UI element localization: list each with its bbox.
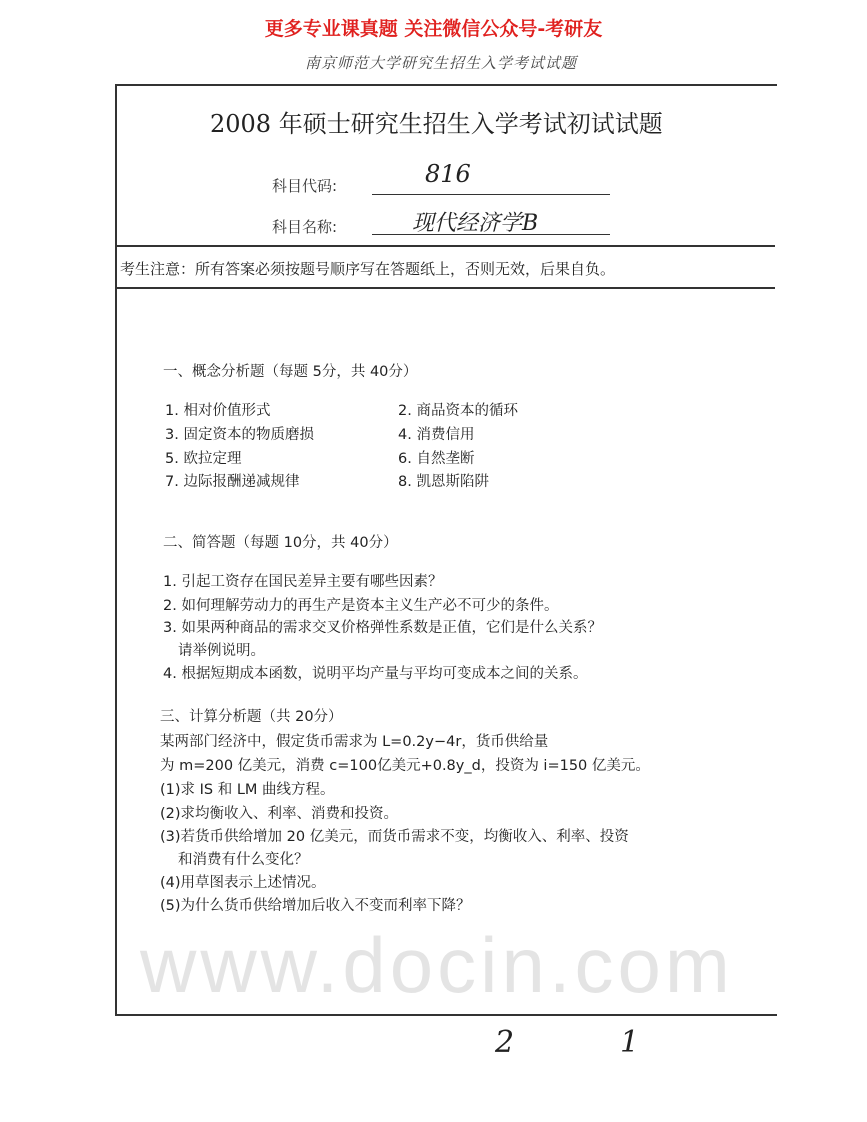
- subject-name-label: 科目名称:: [272, 218, 338, 236]
- promo-banner: 更多专业课真题 关注微信公众号-考研友: [264, 18, 603, 40]
- page-mark: 2: [495, 1025, 515, 1060]
- concept-item: 4. 消费信用: [398, 427, 475, 443]
- short-answer-item: 2. 如何理解劳动力的再生产是资本主义生产必不可少的条件。: [163, 598, 559, 614]
- page-mark: 1: [620, 1025, 640, 1060]
- exam-title: 2008 年硕士研究生招生入学考试初试试题: [210, 110, 663, 138]
- calc-line: (3)若货币供给增加 20 亿美元，而货币需求不变，均衡收入、利率、投资: [160, 829, 629, 845]
- short-answer-item: 3. 如果两种商品的需求交叉价格弹性系数是正值，它们是什么关系？: [163, 620, 602, 636]
- notice: 考生注意：所有答案必须按题号顺序写在答题纸上，否则无效，后果自负。: [120, 260, 616, 278]
- divider: [115, 245, 775, 247]
- subject-name-underline: [372, 234, 610, 235]
- subject-name: 现代经济学B: [412, 211, 539, 236]
- subject-code: 816: [425, 160, 471, 188]
- calc-line: 某两部门经济中，假定货币需求为 L=0.2y−4r，货币供给量: [160, 734, 549, 750]
- concept-item: 8. 凯恩斯陷阱: [398, 474, 489, 490]
- concept-item: 7. 边际报酬递减规律: [165, 474, 300, 490]
- section1-heading: 一、概念分析题（每题 5分，共 40分）: [163, 364, 418, 380]
- section2-heading: 二、简答题（每题 10分，共 40分）: [163, 535, 398, 551]
- calc-line: (5)为什么货币供给增加后收入不变而利率下降？: [160, 898, 471, 914]
- concept-item: 2. 商品资本的循环: [398, 403, 518, 419]
- divider: [115, 287, 775, 289]
- concept-item: 6. 自然垄断: [398, 451, 475, 467]
- school-header: 南京师范大学研究生招生入学考试试题: [305, 54, 578, 72]
- short-answer-item: 1. 引起工资存在国民差异主要有哪些因素？: [163, 574, 443, 590]
- calc-line: (4)用草图表示上述情况。: [160, 875, 326, 891]
- short-answer-item: 4. 根据短期成本函数，说明平均产量与平均可变成本之间的关系。: [163, 666, 588, 682]
- subject-code-label: 科目代码:: [272, 177, 338, 195]
- concept-item: 1. 相对价值形式: [165, 403, 271, 419]
- calc-line: (1)求 IS 和 LM 曲线方程。: [160, 782, 335, 798]
- short-answer-item: 请举例说明。: [178, 643, 265, 659]
- concept-item: 5. 欧拉定理: [165, 451, 242, 467]
- calc-line: (2)求均衡收入、利率、消费和投资。: [160, 806, 399, 822]
- subject-code-underline: [372, 194, 610, 195]
- watermark: www.docin.com: [140, 921, 734, 1009]
- calc-line: 和消费有什么变化？: [178, 852, 309, 868]
- section3-heading: 三、计算分析题（共 20分）: [160, 709, 343, 725]
- calc-line: 为 m=200 亿美元，消费 c=100亿美元+0.8y_d，投资为 i=150 亿美元。: [160, 758, 650, 774]
- concept-item: 3. 固定资本的物质磨损: [165, 427, 314, 443]
